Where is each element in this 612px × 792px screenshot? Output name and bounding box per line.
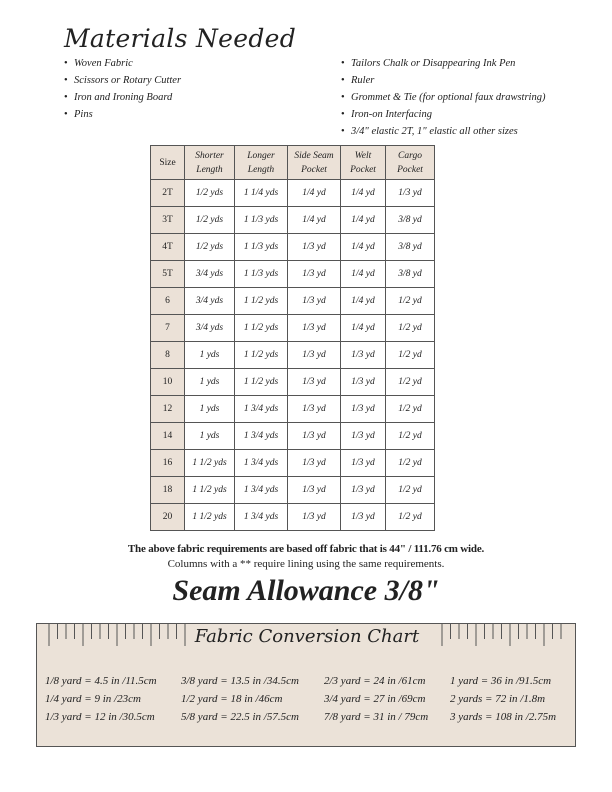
table-cell: 1/2 yds xyxy=(185,234,235,261)
material-label: Grommet & Tie (for optional faux drawstring) xyxy=(351,92,546,103)
table-cell: 3/8 yd xyxy=(386,261,435,288)
table-cell: 3/8 yd xyxy=(386,234,435,261)
material-item xyxy=(341,106,545,123)
size-cell: 6 xyxy=(151,288,185,315)
table-cell: 1 yds xyxy=(185,396,235,423)
materials-list-right xyxy=(341,55,545,140)
material-label: Scissors or Rotary Cutter xyxy=(74,75,182,86)
table-cell: 1 1/2 yds xyxy=(235,315,288,342)
column-header: Cargo Pocket xyxy=(386,146,435,180)
size-cell: 3T xyxy=(151,207,185,234)
table-row xyxy=(151,396,435,423)
table-cell: 1/2 yd xyxy=(386,342,435,369)
size-cell: 7 xyxy=(151,315,185,342)
table-cell: 1/3 yd xyxy=(288,369,341,396)
table-cell: 1/3 yd xyxy=(288,504,341,531)
table-cell: 3/8 yd xyxy=(386,207,435,234)
table-cell: 1/3 yd xyxy=(288,423,341,450)
size-cell: 12 xyxy=(151,396,185,423)
size-cell: 14 xyxy=(151,423,185,450)
table-cell: 1 3/4 yds xyxy=(235,450,288,477)
material-label: 3/4" elastic 2T, 1" elastic all other sizes xyxy=(351,126,518,137)
table-cell: 1 1/2 yds xyxy=(235,288,288,315)
size-cell: 4T xyxy=(151,234,185,261)
table-row xyxy=(151,288,435,315)
conversion-entry: 1/8 yard = 4.5 in /11.5cm xyxy=(45,675,157,687)
fabric-requirements-table xyxy=(150,145,435,531)
table-cell: 1 1/3 yds xyxy=(235,261,288,288)
fabric-width-note: The above fabric requirements are based off fabric that is 44" / 111.76 cm wide. xyxy=(127,543,485,555)
size-cell: 16 xyxy=(151,450,185,477)
table-cell: 1/2 yd xyxy=(386,450,435,477)
table-cell: 1 yds xyxy=(185,369,235,396)
material-label: Tailors Chalk or Disappearing Ink Pen xyxy=(351,58,516,69)
table-cell: 1 1/3 yds xyxy=(235,234,288,261)
table-row xyxy=(151,504,435,531)
table-cell: 1 yds xyxy=(185,342,235,369)
column-header: Welt Pocket xyxy=(341,146,386,180)
table-cell: 1/4 yd xyxy=(341,207,386,234)
material-item xyxy=(341,55,545,72)
conversion-column xyxy=(324,672,428,726)
table-cell: 1/2 yd xyxy=(386,396,435,423)
table-cell: 1 3/4 yds xyxy=(235,396,288,423)
conversion-chart-title: Fabric Conversion Chart xyxy=(194,626,420,647)
table-cell: 1/3 yd xyxy=(341,396,386,423)
conversion-entry: 3/4 yard = 27 in /69cm xyxy=(324,693,426,705)
table-row xyxy=(151,342,435,369)
size-cell: 5T xyxy=(151,261,185,288)
table-cell: 1/3 yd xyxy=(341,369,386,396)
conversion-entry: 3 yards = 108 in /2.75m xyxy=(450,711,557,723)
table-cell: 1 1/2 yds xyxy=(185,477,235,504)
table-cell: 1 yds xyxy=(185,423,235,450)
table-cell: 1/3 yd xyxy=(288,234,341,261)
table-cell: 1/3 yd xyxy=(288,261,341,288)
table-cell: 1/3 yd xyxy=(288,342,341,369)
conversion-entry: 2/3 yard = 24 in /61cm xyxy=(324,675,426,687)
table-cell: 1 1/2 yds xyxy=(185,450,235,477)
size-cell: 10 xyxy=(151,369,185,396)
table-cell: 1/3 yd xyxy=(341,450,386,477)
table-row xyxy=(151,180,435,207)
table-cell: 1 1/2 yds xyxy=(185,504,235,531)
table-cell: 3/4 yds xyxy=(185,315,235,342)
table-cell: 3/4 yds xyxy=(185,288,235,315)
table-cell: 1/3 yd xyxy=(288,450,341,477)
table-cell: 1 3/4 yds xyxy=(235,423,288,450)
table-cell: 1/2 yd xyxy=(386,477,435,504)
material-label: Woven Fabric xyxy=(74,58,133,69)
table-header-row xyxy=(151,146,435,180)
table-cell: 1/4 yd xyxy=(341,234,386,261)
table-row xyxy=(151,477,435,504)
conversion-entry: 3/8 yard = 13.5 in /34.5cm xyxy=(181,675,299,687)
table-row xyxy=(151,207,435,234)
material-label: Iron and Ironing Board xyxy=(74,92,173,103)
material-item xyxy=(341,72,545,89)
table-cell: 1/4 yd xyxy=(341,288,386,315)
material-label: Pins xyxy=(74,109,93,120)
conversion-entry: 5/8 yard = 22.5 in /57.5cm xyxy=(181,711,299,723)
size-cell: 20 xyxy=(151,504,185,531)
size-cell: 8 xyxy=(151,342,185,369)
column-header: Size xyxy=(151,146,185,180)
conversion-entry: 7/8 yard = 31 in / 79cm xyxy=(324,711,429,723)
material-label: Ruler xyxy=(351,75,375,86)
table-cell: 1/2 yd xyxy=(386,423,435,450)
table-cell: 1/4 yd xyxy=(288,207,341,234)
conversion-entry: 2 yards = 72 in /1.8m xyxy=(450,693,546,705)
table-row xyxy=(151,261,435,288)
table-cell: 1/3 yd xyxy=(341,477,386,504)
table-cell: 1 1/3 yds xyxy=(235,207,288,234)
conversion-column xyxy=(181,672,299,726)
table-row xyxy=(151,369,435,396)
material-item xyxy=(64,106,181,123)
table-cell: 3/4 yds xyxy=(185,261,235,288)
table-cell: 1 3/4 yds xyxy=(235,504,288,531)
material-item xyxy=(64,89,181,106)
table-cell: 1 1/2 yds xyxy=(235,369,288,396)
table-row xyxy=(151,315,435,342)
table-cell: 1/2 yd xyxy=(386,315,435,342)
table-cell: 1/3 yd xyxy=(386,180,435,207)
table-body xyxy=(151,180,435,531)
table-cell: 1 3/4 yds xyxy=(235,477,288,504)
material-item xyxy=(64,72,181,89)
column-header: Longer Length xyxy=(235,146,288,180)
table-cell: 1 1/2 yds xyxy=(235,342,288,369)
conversion-entry: 1 yard = 36 in /91.5cm xyxy=(450,675,552,687)
table-cell: 1/3 yd xyxy=(288,288,341,315)
table-cell: 1/2 yds xyxy=(185,207,235,234)
conversion-entry: 1/3 yard = 12 in /30.5cm xyxy=(45,711,155,723)
size-cell: 18 xyxy=(151,477,185,504)
table-cell: 1/2 yd xyxy=(386,288,435,315)
conversion-entry: 1/2 yard = 18 in /46cm xyxy=(181,693,283,705)
material-label: Iron-on Interfacing xyxy=(351,109,432,120)
lining-note: Columns with a ** require lining using the same requirements. xyxy=(167,558,445,570)
conversion-column xyxy=(45,672,157,726)
size-cell: 2T xyxy=(151,180,185,207)
column-header: Side Seam Pocket xyxy=(288,146,341,180)
conversion-column xyxy=(450,672,556,726)
table-cell: 1/4 yd xyxy=(341,315,386,342)
seam-allowance-heading: Seam Allowance 3/8" xyxy=(172,574,440,607)
conversion-entry: 1/4 yard = 9 in /23cm xyxy=(45,693,141,705)
table-row xyxy=(151,450,435,477)
materials-list-left xyxy=(64,55,181,123)
material-item xyxy=(341,89,545,106)
materials-title: Materials Needed xyxy=(64,24,297,53)
table-cell: 1/4 yd xyxy=(341,261,386,288)
table-cell: 1/3 yd xyxy=(341,342,386,369)
fabric-conversion-ruler xyxy=(36,623,576,747)
table-cell: 1/3 yd xyxy=(288,396,341,423)
table-row xyxy=(151,423,435,450)
material-item xyxy=(341,123,545,140)
column-header: Shorter Length xyxy=(185,146,235,180)
table-cell: 1/3 yd xyxy=(341,504,386,531)
table-cell: 1/3 yd xyxy=(288,315,341,342)
table-cell: 1/2 yd xyxy=(386,504,435,531)
material-item xyxy=(64,55,181,72)
table-cell: 1 1/4 yds xyxy=(235,180,288,207)
table-cell: 1/4 yd xyxy=(288,180,341,207)
table-row xyxy=(151,234,435,261)
table-cell: 1/3 yd xyxy=(341,423,386,450)
table-cell: 1/4 yd xyxy=(341,180,386,207)
table-cell: 1/2 yds xyxy=(185,180,235,207)
table-cell: 1/2 yd xyxy=(386,369,435,396)
table-cell: 1/3 yd xyxy=(288,477,341,504)
